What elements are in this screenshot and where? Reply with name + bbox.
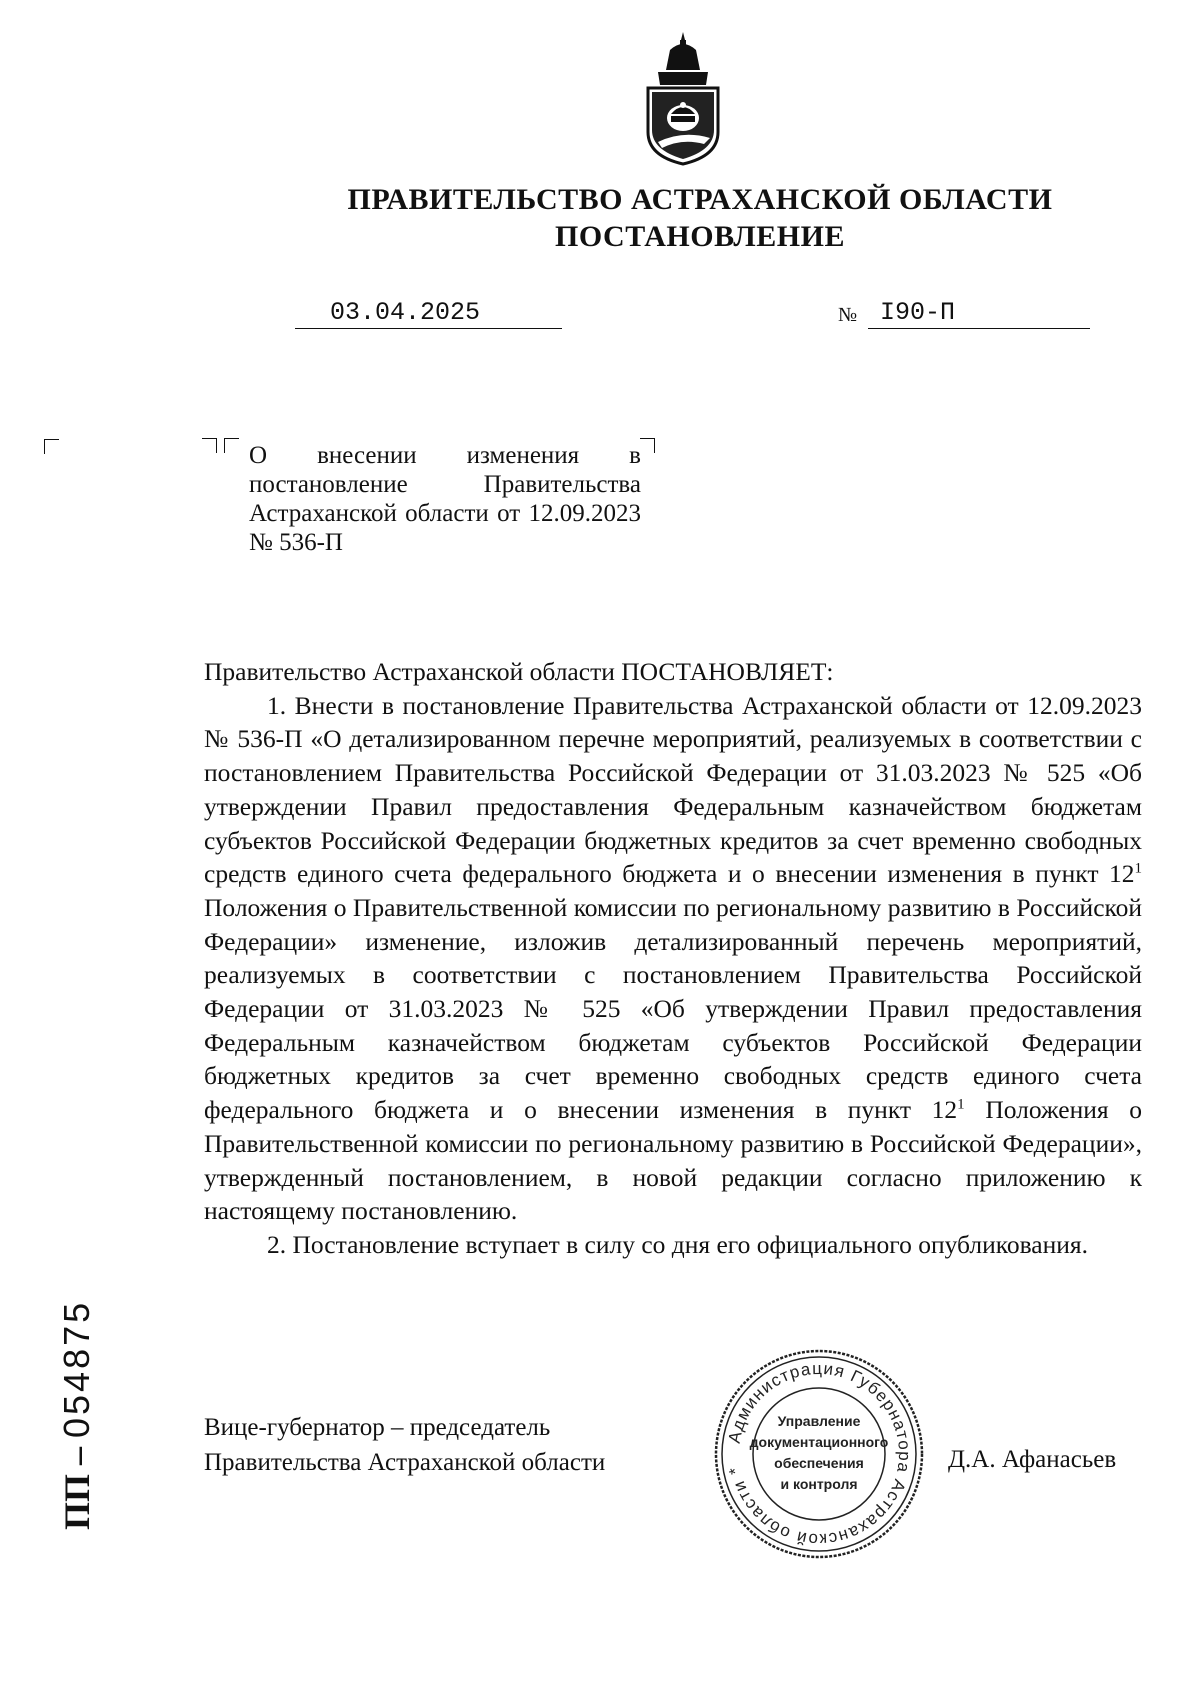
subject-bracket-left-inner <box>224 438 239 453</box>
document-date: 03.04.2025 <box>330 298 481 327</box>
document-type-title: ПОСТАНОВЛЕНИЕ <box>555 220 845 253</box>
document-body <box>204 655 1142 1262</box>
superscript: 1 <box>957 1096 965 1113</box>
stamp-center-line: обеспечения <box>774 1455 864 1471</box>
document-subject: О внесении изменения в постановление Правительства Астраханской области от 12.09.2023 № 536-П <box>249 442 641 556</box>
stamp-center-line: и контроля <box>780 1476 858 1492</box>
item-1-text-b: Положения о Правительственной комиссии по региональному развитию в Российской Федерации» изменение, изложив детализированный перечень мероприятий, реализуемых в соответствии с постановлением Правительства Российской Федерации от 31.03.2023 № 525 «Об утверждении Правил предоставления Федеральным казначейством бюджетам субъектов Российской Федерации бюджетных кредитов за счет временно свободных средств единого счета федерального бюджета и о внесении изменения в пункт 12 <box>204 892 1142 1125</box>
item-1-text-a: 1. Внести в постановление Правительства Астраханской области от 12.09.2023 № 536-П «О детализированном перечне мероприятий, реализуемых в соответствии с постановлением Правительства Российской Федерации от 31.03.2023 № 525 «Об утверждении Правил предоставления Федеральным казначейством бюджетам субъектов Российской Федерации бюджетных кредитов за счет временно свободных средств единого счета федерального бюджета и о внесении изменения в пункт 12 <box>204 690 1142 889</box>
serial-number: 054875 <box>56 1299 97 1438</box>
superscript: 1 <box>1134 860 1142 877</box>
margin-corner-mark <box>44 439 59 454</box>
signatory-role <box>204 1410 605 1480</box>
item-1 <box>204 689 1142 1228</box>
item-2: 2. Постановление вступает в силу со дня его официального опубликования. <box>267 1229 1088 1259</box>
document-number: I90-П <box>880 298 956 327</box>
signatory-name: Д.А. Афанасьев <box>948 1446 1117 1473</box>
form-serial-number <box>56 1299 97 1530</box>
item-1-text-c: Положения о Правительственной комиссии по региональному развитию в Российской Федерации», утвержденный постановлением, в новой редакции согласно приложению к настоящему постановлению. <box>204 1095 1143 1226</box>
stamp-center-line: Управление <box>777 1413 861 1429</box>
subject-bracket-right <box>640 438 655 453</box>
coat-of-arms-emblem <box>640 30 726 166</box>
stamp-center-line: документационного <box>749 1434 889 1450</box>
signatory-role-line-1: Вице-губернатор – председатель <box>204 1414 551 1441</box>
signatory-role-line-2: Правительства Астраханской области <box>204 1449 606 1476</box>
official-stamp <box>712 1347 926 1561</box>
serial-prefix: ПП – <box>57 1446 97 1530</box>
stamp-ring-text: Администрация Губернатора Астраханской области * <box>724 1358 915 1550</box>
organization-title: ПРАВИТЕЛЬСТВО АСТРАХАНСКОЙ ОБЛАСТИ <box>347 183 1053 216</box>
subject-bracket-left-outer <box>202 438 217 453</box>
number-sign: № <box>838 304 858 326</box>
preamble: Правительство Астраханской области ПОСТАНОВЛЯЕТ: <box>204 657 834 686</box>
